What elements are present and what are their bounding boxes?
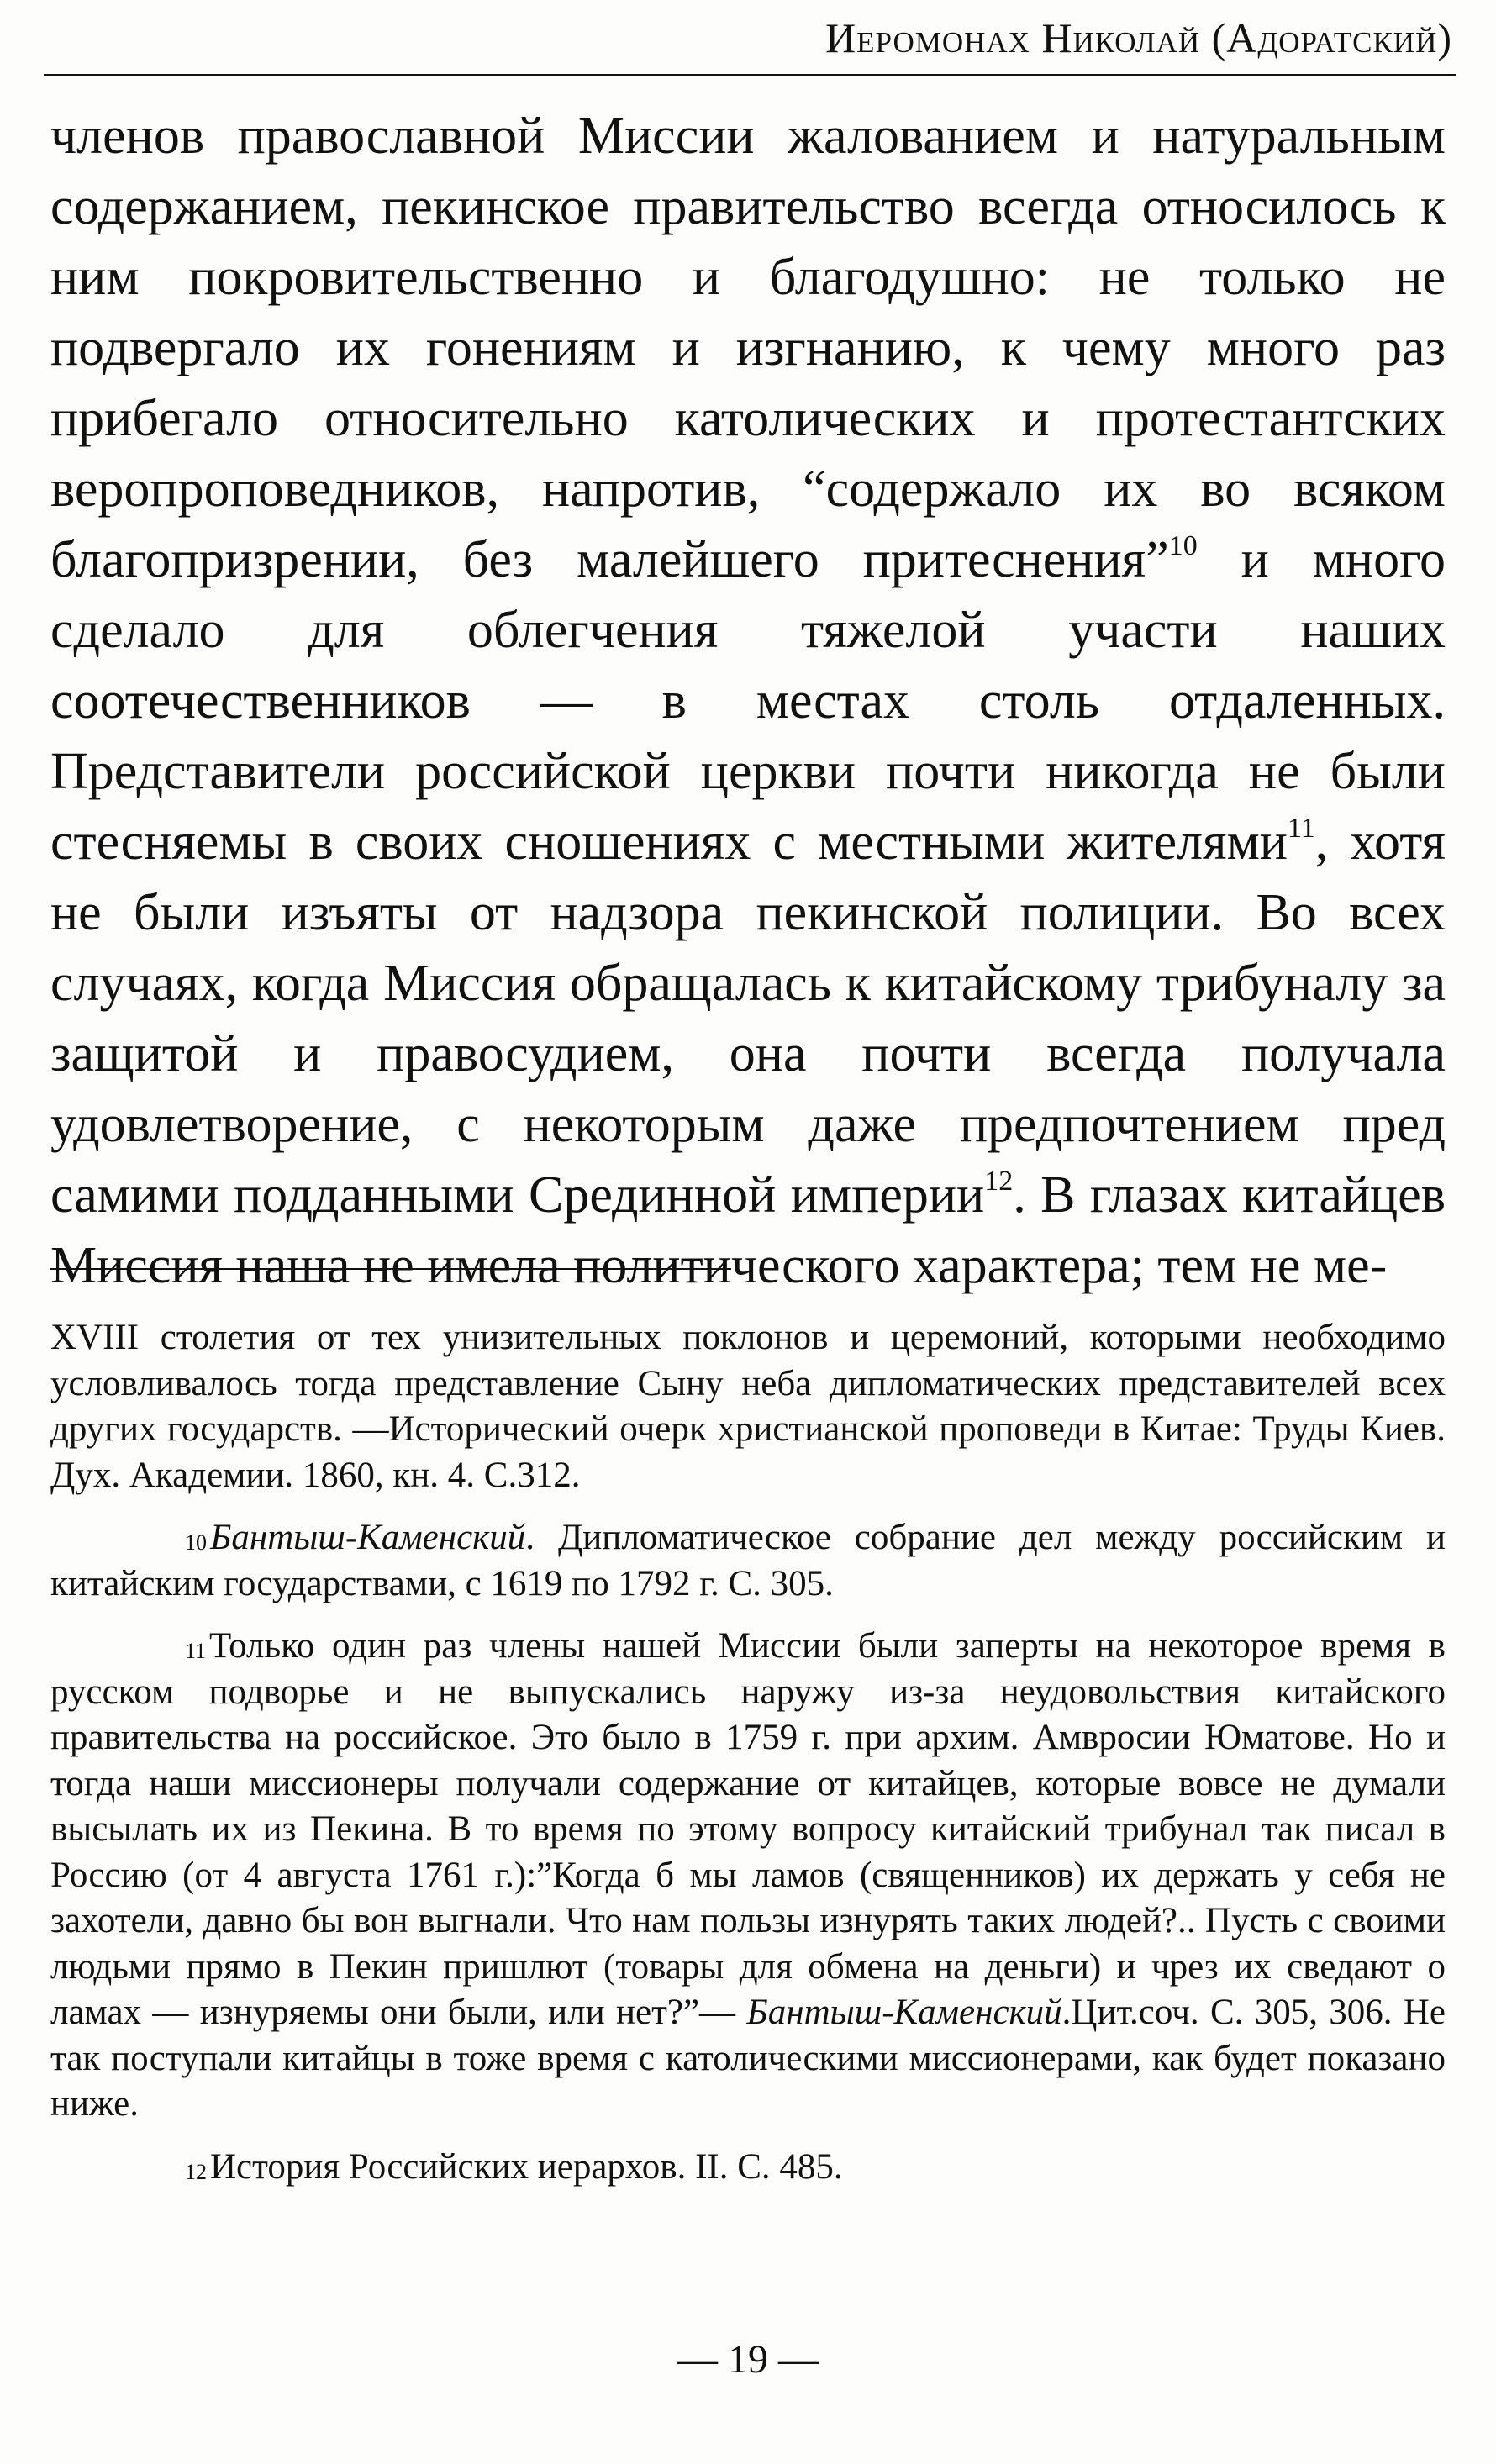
footnote-11-marker: 11 <box>185 1639 207 1663</box>
footnote-11-text: Только один раз члены нашей Миссии были заперты на некоторое время в русском подворье и не выпускались наружу из-за неудовольствия китайского правительства на российское. Это было в 1759 г. при архим. Амвросии Юматове. Но и тогда наши миссионеры получали содержание от китайцев, которые вовсе не думали высылать их из Пекина. В то время по этому вопросу китайский трибунал так писал в Россию (от 4 августа 1761 г.):”Когда б мы ламов (священников) их держать у себя не захотели, давно бы вон выгнали. Что нам пользы изнурять таких людей?.. Пусть с своими людьми прямо в Пекин пришлют (товары для обмена на деньги) и чрез их сведают о ламах — изнуряемы они были, или нет?”— <box>50 1626 1446 2032</box>
footnote-10 <box>50 1515 1446 1607</box>
footnote-11 <box>50 1624 1446 2128</box>
footnote-10-author: Бантыш-Каменский <box>210 1518 526 1557</box>
main-text <box>50 101 1446 1301</box>
running-header: Иеромонах Николай (Адоратский) <box>825 14 1452 61</box>
footnote-12 <box>50 2145 1446 2191</box>
main-text-part-2: и много сделало для облегчения тяжелой участи наших соотечественников — в местах столь отдаленных. Представители российской церкви почти никогда не были стесняемы в своих сношениях с местными жителями <box>50 531 1446 871</box>
footnote-10-text: . Дипломатическое собрание дел между российским и китайским государствами, с 1619 по 1792 г. С. 305. <box>50 1518 1446 1603</box>
footnote-11-tail: .Цит.соч. С. 305, 306. Не так поступали китайцы в тоже время с католическими миссионерами, как будет показано ниже. <box>50 1993 1446 2124</box>
main-text-part-1: членов православной Миссии жалованием и натуральным содержанием, пекинское правительство всегда относилось к ним покровительственно и благодушно: не только не подвергало их гонениям и изгнанию, к чему много раз прибегало относительно католических и протестантских веропроповедников, напротив, “содержало их во всяком благопризрении, без малейшего притеснения” <box>50 108 1446 588</box>
header-rule <box>44 74 1456 76</box>
page-number: — 19 — <box>677 2337 819 2382</box>
footnote-continuation: XVIII столетия от тех унизительных поклонов и церемоний, которыми необходимо условливалось тогда представление Сыну неба дипломатических представителей всех других государств. —Исторический очерк христианской проповеди в Китае: Труды Киев. Дух. Академии. 1860, кн. 4. С.312. <box>50 1318 1446 1495</box>
main-text-part-3: , хотя не были изъяты от надзора пекинской полиции. Во всех случаях, когда Миссия обращалась к китайскому трибуналу за защитой и правосудием, она почти всегда получала удовлетворение, с некоторым даже предпочтением пред самими подданными Срединной империи <box>50 813 1446 1224</box>
footnote-12-marker: 12 <box>185 2159 207 2184</box>
main-text-part-4: . В глазах китайцев Миссия наша не имела политического характера; тем не ме- <box>50 1166 1446 1294</box>
footnote-ref-11[interactable]: 11 <box>1287 813 1315 845</box>
footnote-ref-12[interactable]: 12 <box>984 1166 1014 1198</box>
footnotes-block <box>50 1315 1446 2190</box>
footnote-12-text: История Российских иерархов. II. С. 485. <box>210 2146 843 2187</box>
footnote-10-marker: 10 <box>185 1530 207 1555</box>
footnote-separator <box>50 1268 731 1270</box>
footnote-11-author: Бантыш-Каменский <box>746 1993 1062 2032</box>
footnote-ref-10[interactable]: 10 <box>1168 530 1198 562</box>
